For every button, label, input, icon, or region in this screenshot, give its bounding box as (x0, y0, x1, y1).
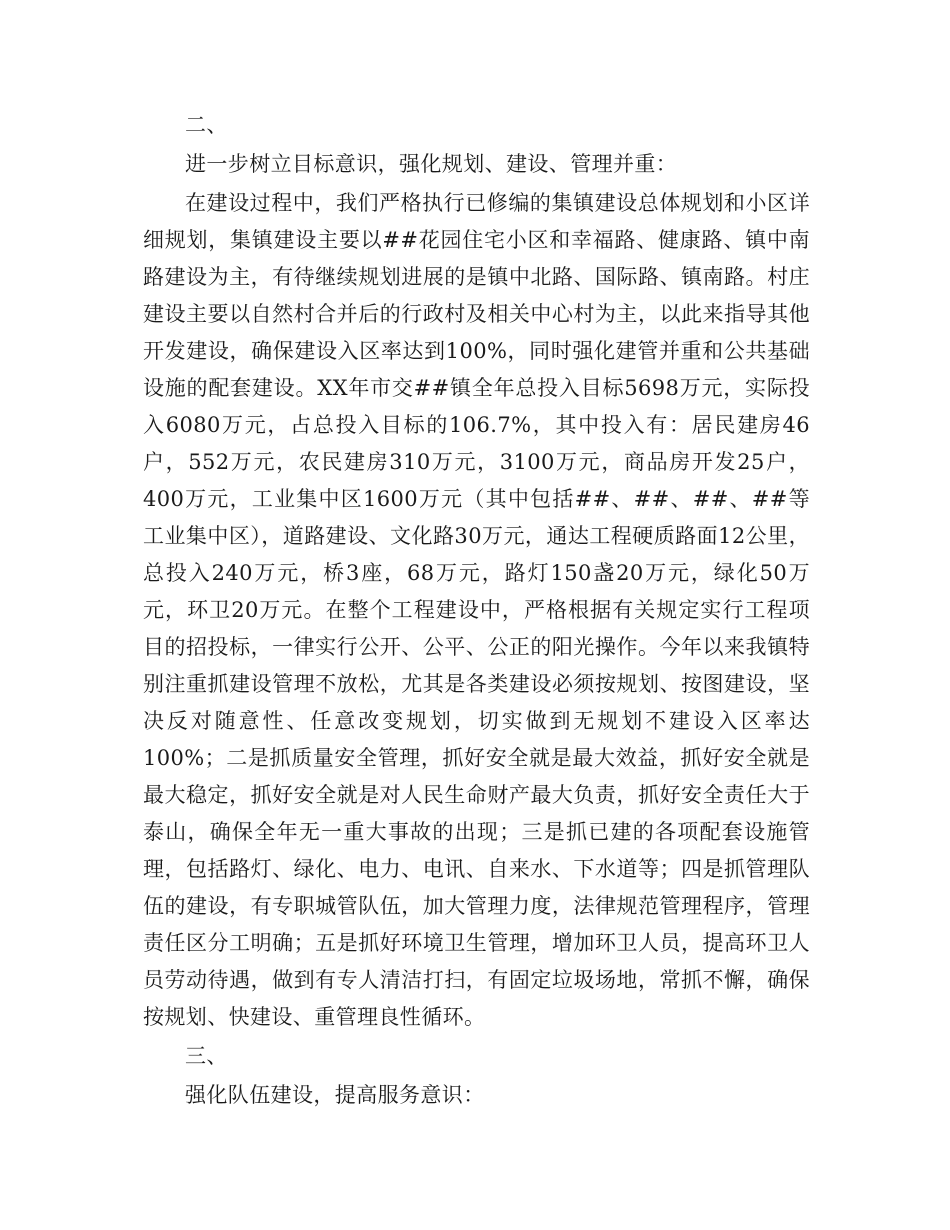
document-body (143, 107, 810, 1114)
section-2-number: 二、 (185, 113, 228, 137)
section-2-title: 进一步树立目标意识，强化规划、建设、管理并重： (185, 152, 678, 176)
section-2-body-paragraph: 在建设过程中，我们严格执行已修编的集镇建设总体规划和小区详细规划，集镇建设主要以##花园住宅小区和幸福路、健康路、镇中南路建设为主，有待继续规划进展的是镇中北路、国际路、镇南路。村庄建设主要以自然村合并后的行政村及相关中心村为主，以此来指导其他开发建设，确保建设入区率达到100%，同时强化建管并重和公共基础设施的配套建设。XX年市交##镇全年总投入目标5698万元，实际投入6080万元，占总投入目标的106.7%，其中投入有：居民建房46户，552万元，农民建房310万元，3100万元，商品房开发25户，400万元，工业集中区1600万元（其中包括##、##、##、##等工业集中区），道路建设、文化路30万元，通达工程硬质路面12公里，总投入240万元，桥3座，68万元，路灯150盏20万元，绿化50万元，环卫20万元。在整个工程建设中，严格根据有关规定实行工程项目的招投标，一律实行公开、公平、公正的阳光操作。今年以来我镇特别注重抓建设管理不放松，尤其是各类建设必须按规划、按图建设，坚决反对随意性、任意改变规划，切实做到无规划不建设入区率达100%；二是抓质量安全管理，抓好安全就是最大效益，抓好安全就是最大稳定，抓好安全就是对人民生命财产最大负责，抓好安全责任大于泰山，确保全年无一重大事故的出现；三是抓已建的各项配套设施管理，包括路灯、绿化、电力、电讯、自来水、下水道等；四是抓管理队伍的建设，有专职城管队伍，加大管理力度，法律规范管理程序，管理责任区分工明确；五是抓好环境卫生管理，增加环卫人员，提高环卫人员劳动待遇，做到有专人清洁打扫，有固定垃圾场地，常抓不懈，确保按规划、快建设、重管理良性循环。 (143, 191, 810, 1029)
section-3-number: 三、 (185, 1044, 228, 1068)
section-3-title: 强化队伍建设，提高服务意识： (185, 1083, 485, 1107)
